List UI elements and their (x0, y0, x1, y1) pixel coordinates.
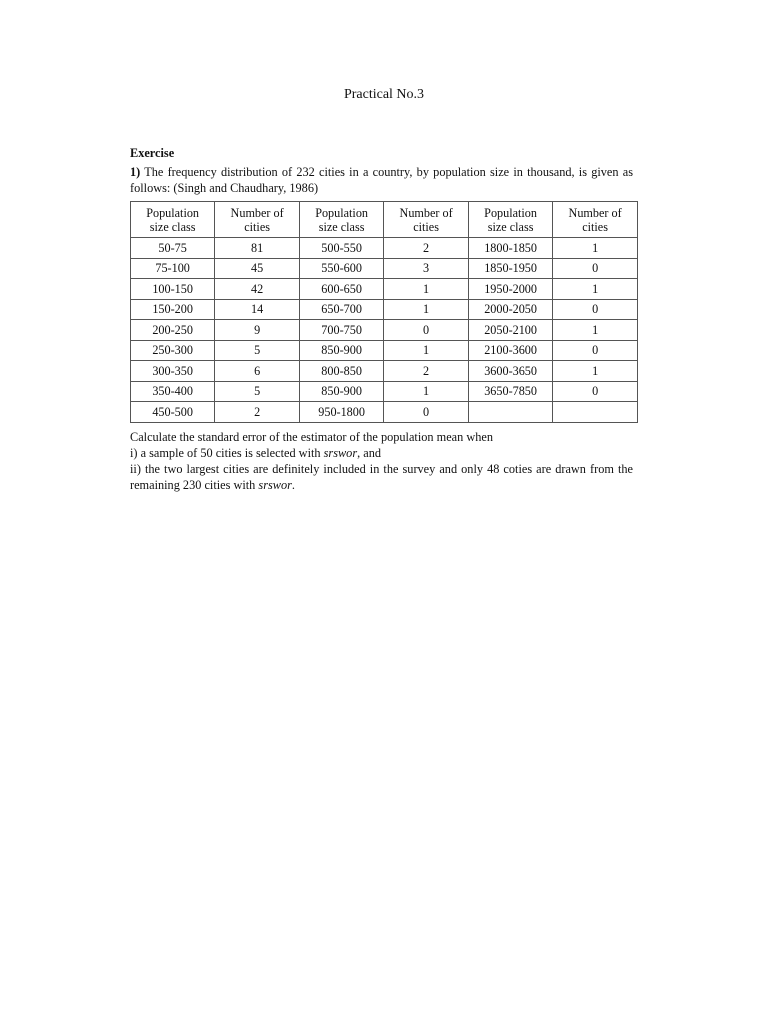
table-cell: 81 (215, 238, 300, 259)
table-cell: 45 (215, 258, 300, 279)
table-cell: 3600-3650 (468, 361, 552, 382)
frequency-table (130, 201, 638, 423)
table-cell: 2 (384, 238, 469, 259)
table-cell: 6 (215, 361, 300, 382)
instructions-intro: Calculate the standard error of the estimator of the population mean when (130, 429, 493, 444)
table-cell: 0 (384, 320, 469, 341)
exercise-section (130, 145, 633, 493)
instruction-part-i: i) a sample of 50 cities is selected with srswor, and (130, 445, 382, 460)
table-cell: 350-400 (131, 381, 215, 402)
table-cell: 1 (553, 320, 638, 341)
table-cell (468, 402, 552, 423)
table-row (131, 361, 638, 382)
table-cell: 450-500 (131, 402, 215, 423)
srswor-term: srswor (258, 477, 292, 492)
table-cell: 150-200 (131, 299, 215, 320)
table-cell: 3 (384, 258, 469, 279)
header-population-size-class-2: Population size class (299, 202, 383, 238)
table-cell: 1 (384, 381, 469, 402)
table-cell: 250-300 (131, 340, 215, 361)
header-population-size-class-3: Population size class (468, 202, 552, 238)
table-row (131, 402, 638, 423)
table-cell: 850-900 (299, 381, 383, 402)
table-cell: 700-750 (299, 320, 383, 341)
table-cell: 650-700 (299, 299, 383, 320)
table-cell: 0 (384, 402, 469, 423)
table-cell: 1950-2000 (468, 279, 552, 300)
table-cell: 1 (553, 361, 638, 382)
table-cell: 5 (215, 340, 300, 361)
header-population-size-class-1: Population size class (131, 202, 215, 238)
instructions (130, 429, 633, 493)
table-cell: 1850-1950 (468, 258, 552, 279)
table-cell: 1 (384, 340, 469, 361)
table-cell: 550-600 (299, 258, 383, 279)
table-cell: 2000-2050 (468, 299, 552, 320)
table-cell: 0 (553, 299, 638, 320)
instruction-part-ii: ii) the two largest cities are definitely included in the survey and only 48 coties are drawn from the remaining 230 cities with srswor. (130, 461, 633, 492)
header-number-of-cities-3: Number of cities (553, 202, 638, 238)
srswor-term: srswor (323, 445, 358, 460)
table-header-row (131, 202, 638, 238)
table-cell: 1800-1850 (468, 238, 552, 259)
table-cell (553, 402, 638, 423)
page-title: Practical No.3 (343, 87, 425, 102)
table-cell: 0 (553, 381, 638, 402)
question-text: The frequency distribution of 232 cities in a country, by population size in thousand, is given as follows: (Singh and Chaudhary, 1986) (130, 165, 633, 195)
table-cell: 800-850 (299, 361, 383, 382)
table-cell: 1 (553, 279, 638, 300)
table-row (131, 340, 638, 361)
table-cell: 500-550 (299, 238, 383, 259)
table-cell: 0 (553, 340, 638, 361)
exercise-heading: Exercise (130, 146, 175, 160)
table-cell: 14 (215, 299, 300, 320)
table-row (131, 381, 638, 402)
table-row (131, 299, 638, 320)
table-row (131, 258, 638, 279)
table-cell: 2050-2100 (468, 320, 552, 341)
table-cell: 100-150 (131, 279, 215, 300)
table-row (131, 238, 638, 259)
table-cell: 2100-3600 (468, 340, 552, 361)
table-cell: 1 (384, 299, 469, 320)
table-row (131, 320, 638, 341)
table-cell: 50-75 (131, 238, 215, 259)
table-cell: 42 (215, 279, 300, 300)
table-cell: 1 (553, 238, 638, 259)
table-cell: 950-1800 (299, 402, 383, 423)
table-cell: 75-100 (131, 258, 215, 279)
table-cell: 2 (215, 402, 300, 423)
table-cell: 850-900 (299, 340, 383, 361)
header-number-of-cities-2: Number of cities (384, 202, 469, 238)
table-cell: 5 (215, 381, 300, 402)
table-cell: 200-250 (131, 320, 215, 341)
table-cell: 0 (553, 258, 638, 279)
question-number: 1) (130, 165, 141, 179)
question-1 (130, 164, 633, 196)
table-cell: 1 (384, 279, 469, 300)
table-cell: 3650-7850 (468, 381, 552, 402)
header-number-of-cities-1: Number of cities (215, 202, 300, 238)
table-cell: 600-650 (299, 279, 383, 300)
table-row (131, 279, 638, 300)
table-cell: 9 (215, 320, 300, 341)
table-cell: 2 (384, 361, 469, 382)
table-cell: 300-350 (131, 361, 215, 382)
